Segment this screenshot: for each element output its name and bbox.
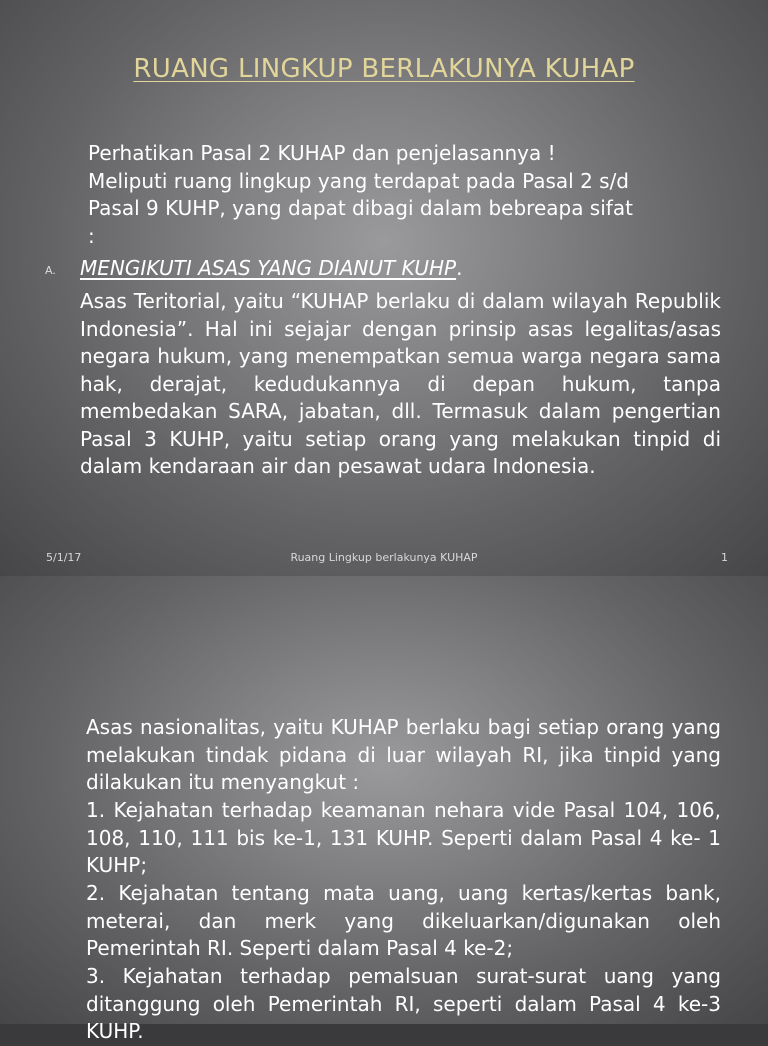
section-heading bbox=[80, 256, 462, 280]
list-item: 1. Kejahatan terhadap keamanan nehara vide Pasal 104, 106, 108, 110, 111 bis ke-1, 131 KUHP. Seperti dalam Pasal 4 ke- 1 KUHP; bbox=[86, 798, 721, 877]
intro-line: Meliputi ruang lingkup yang terdapat pada Pasal 2 s/d bbox=[88, 168, 630, 193]
slide-2 bbox=[0, 576, 768, 1043]
territorial-paragraph: Asas Teritorial, yaitu “KUHAP berlaku di dalam wilayah Republik Indonesia”. Hal ini sejajar dengan prinsip asas legalitas/asas negara hukum, yang menempatkan semua warga negara sama hak, derajat, kedudukannya di depan hukum, tanpa membedakan SARA, jabatan, dll. Termasuk dalam pengertian Pasal 3 KUHP, yaitu setiap orang yang melakukan tinpid di dalam kendaraan air dan pesawat udara Indonesia. bbox=[80, 289, 721, 478]
intro-line: : bbox=[88, 223, 95, 248]
intro-line: Perhatikan Pasal 2 KUHAP dan penjelasannya ! bbox=[88, 141, 556, 165]
section-heading-text: MENGIKUTI ASAS YANG DIANUT KUHP bbox=[80, 256, 457, 280]
bullet-marker: A. bbox=[45, 264, 56, 277]
nationality-paragraph: Asas nasionalitas, yaitu KUHAP berlaku bagi setiap orang yang melakukan tindak pidana di luar wilayah RI, jika tinpid yang dilakukan itu menyangkut : bbox=[86, 715, 721, 794]
footer-page-number: 1 bbox=[721, 551, 728, 564]
footer-date: 5/1/17 bbox=[46, 551, 82, 564]
intro-line: Pasal 9 KUHP, yang dapat dibagi dalam bebreapa sifat bbox=[88, 196, 633, 220]
list-item: 3. Kejahatan terhadap pemalsuan surat-surat uang yang ditanggung oleh Pemerintah RI, seperti dalam Pasal 4 ke-3 KUHP. bbox=[86, 964, 721, 1043]
intro-text bbox=[88, 140, 728, 250]
list-item: 2. Kejahatan tentang mata uang, uang kertas/kertas bank, meterai, dan merk yang dikeluarkan/digunakan oleh Pemerintah RI. Seperti dalam Pasal 4 ke-2; bbox=[86, 881, 721, 960]
section-heading-suffix: . bbox=[456, 256, 463, 280]
footer-title: Ruang Lingkup berlakunya KUHAP bbox=[290, 551, 478, 564]
slide-title: RUANG LINGKUP BERLAKUNYA KUHAP bbox=[133, 54, 635, 84]
